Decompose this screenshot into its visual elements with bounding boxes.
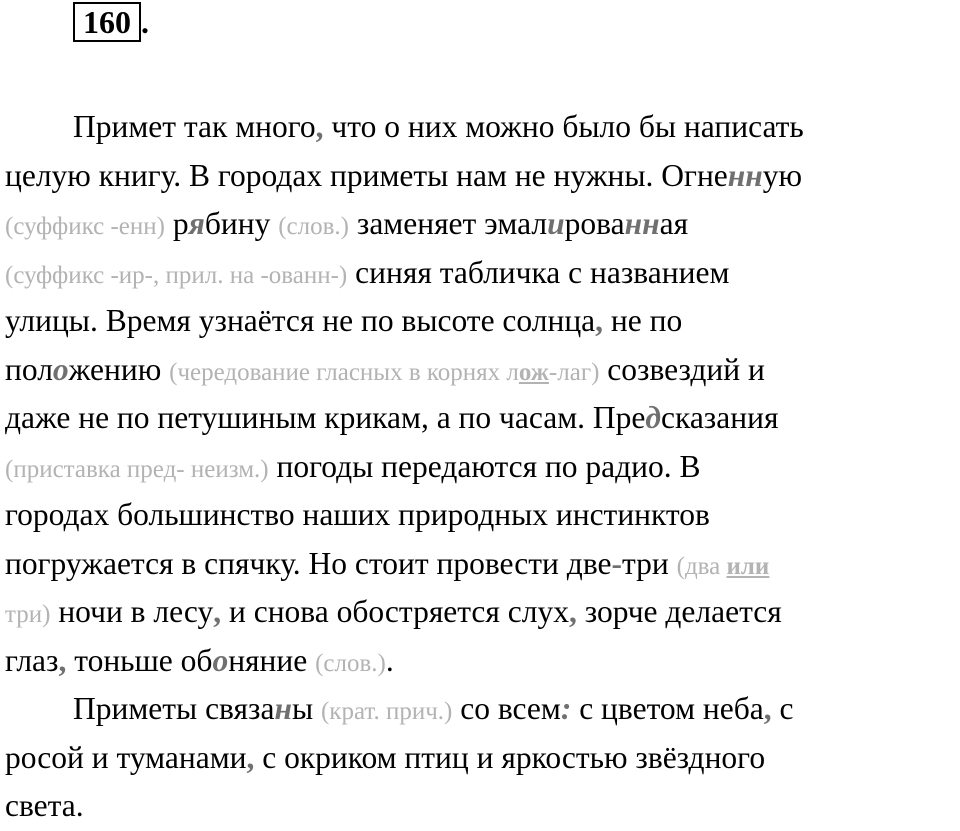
exercise-number-box: 160	[73, 2, 141, 42]
text-segment: что о них можно было бы написать	[323, 109, 804, 144]
text-segment: тоньше об	[66, 642, 213, 678]
text-segment: заменяет эмал	[349, 206, 548, 241]
text-line	[5, 346, 960, 395]
text-segment: с	[771, 691, 794, 726]
highlighted-letter: о	[212, 642, 229, 678]
highlighted-punctuation: ,	[595, 303, 604, 338]
hint-annotation: (суффикс -ир-, прил. на -ованн-)	[5, 261, 348, 289]
highlighted-letter: нн	[727, 157, 763, 193]
text-line	[5, 588, 960, 637]
text-segment: ую	[762, 157, 803, 193]
text-segment: бину	[204, 206, 279, 241]
text-line	[5, 734, 960, 783]
text-segment: синяя табличка с названием	[347, 254, 730, 290]
text-line	[5, 443, 960, 492]
text-segment: пол	[5, 351, 53, 387]
text-segment: жению	[68, 351, 170, 387]
exercise-number	[73, 2, 149, 39]
highlighted-punctuation: ,	[763, 691, 772, 726]
text-segment: росой и туманами	[5, 739, 247, 775]
text-line	[5, 491, 960, 540]
text-line	[5, 394, 960, 443]
text-segment: целую книгу. В городах приметы нам не нужны. Огне	[5, 157, 728, 193]
text-segment: рова	[564, 206, 625, 241]
text-segment: ая	[659, 206, 689, 241]
highlighted-letter: д	[645, 400, 662, 435]
text-line	[5, 637, 960, 686]
text-line	[5, 540, 960, 589]
text-segment: городах большинство наших природных инстинктов	[5, 497, 710, 532]
text-segment: погоды передаются по радио. В	[268, 448, 701, 484]
text-segment: глаз	[5, 642, 59, 678]
hint-annotation: или	[726, 552, 770, 580]
highlighted-punctuation: ,	[213, 594, 222, 629]
highlighted-letter: :	[560, 691, 572, 726]
text-segment: со всем	[452, 691, 561, 726]
hint-annotation: -лаг)	[548, 358, 600, 386]
highlighted-punctuation: ,	[315, 109, 324, 144]
text-line	[5, 782, 960, 831]
highlighted-punctuation: ,	[246, 739, 255, 775]
text-line	[5, 685, 960, 734]
hint-annotation: (слов.)	[278, 213, 349, 240]
text-segment: и снова обостряется слух	[221, 594, 569, 629]
text-line	[5, 297, 960, 346]
text-segment: с цветом неба	[571, 691, 764, 726]
hint-annotation: (слов.)	[315, 649, 386, 677]
text-segment: три	[621, 545, 677, 581]
highlighted-letter: нн	[624, 206, 660, 241]
text-segment: улицы. Время узнаётся не по высоте солнца	[5, 303, 596, 338]
text-segment: Приметы связа	[73, 691, 275, 726]
text-segment: ночи в лесу	[50, 594, 214, 629]
text-segment: не по	[603, 303, 683, 338]
text-line	[5, 249, 960, 298]
text-segment: .	[385, 642, 394, 678]
exercise-number-dot: .	[141, 4, 149, 40]
text-segment: погружается в спячку. Но стоит провести две	[5, 545, 612, 581]
text-line	[5, 103, 960, 152]
text-segment: ы	[291, 691, 321, 726]
highlighted-letter: н	[274, 691, 292, 726]
hint-annotation: (крат. прич.)	[320, 698, 453, 725]
text-segment: с окриком птиц и яркостью звёздного	[254, 739, 766, 775]
text-segment: света.	[5, 788, 84, 823]
hint-annotation: (приставка пред- неизм.)	[5, 455, 269, 483]
highlighted-punctuation: -	[611, 545, 622, 581]
text-segment: Примет так много	[73, 109, 316, 144]
text-line	[5, 152, 960, 201]
highlighted-letter: и	[547, 206, 565, 241]
text-segment: созвездий и	[599, 351, 765, 387]
hint-annotation: ож	[518, 358, 549, 386]
highlighted-letter: о	[52, 351, 69, 387]
hint-annotation: (чередование гласных в корнях л	[169, 358, 519, 386]
text-segment: няние	[228, 642, 316, 678]
hint-annotation: (два	[676, 552, 727, 580]
exercise-text	[5, 103, 960, 831]
text-segment: р	[164, 206, 189, 241]
hint-annotation: три)	[5, 601, 51, 628]
highlighted-punctuation: ,	[568, 594, 577, 629]
text-line	[5, 200, 960, 249]
text-segment: зорче делается	[576, 594, 782, 629]
text-segment: сказания	[661, 400, 779, 435]
hint-annotation: (суффикс -енн)	[5, 213, 165, 240]
text-segment: даже не по петушиным крикам, а по часам. Пре	[5, 400, 646, 435]
highlighted-punctuation: ,	[58, 642, 67, 678]
highlighted-letter: я	[188, 206, 205, 241]
